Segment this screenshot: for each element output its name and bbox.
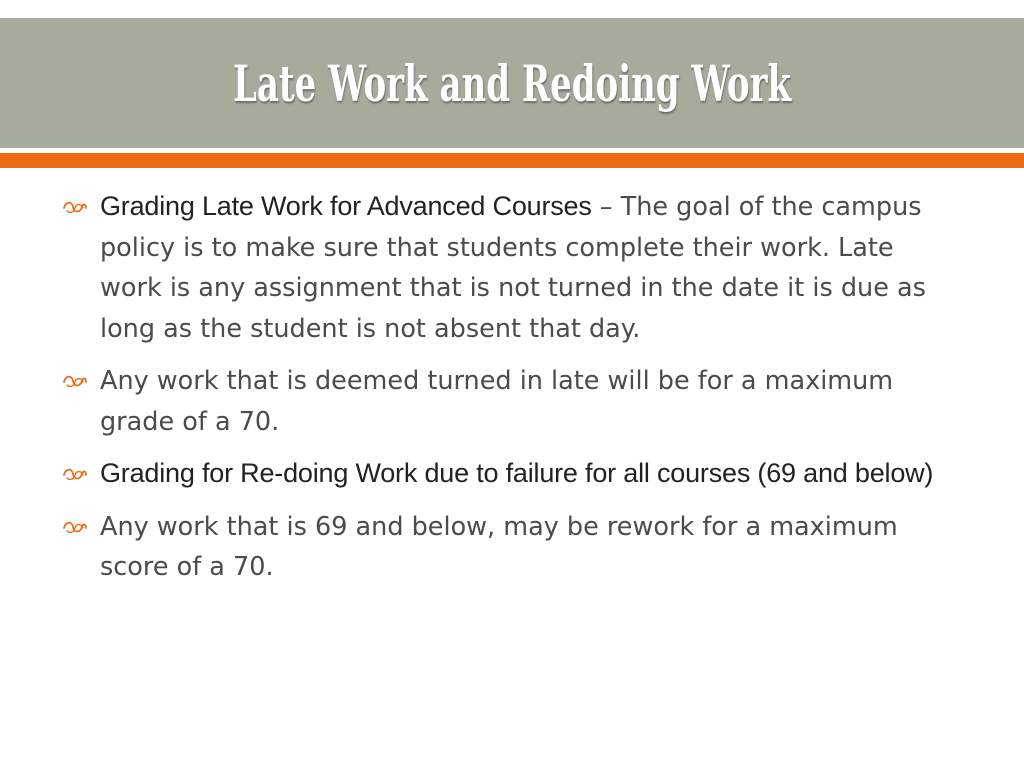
accent-divider	[0, 153, 1024, 168]
slide-title: Late Work and Redoing Work	[232, 53, 792, 113]
ampersand-swirl-icon	[62, 370, 88, 392]
ampersand-swirl-icon	[62, 463, 88, 485]
bullet-item-rework-max-score	[62, 506, 962, 588]
bullet-item-redoing-work	[62, 453, 962, 495]
bullet-item-late-work-advanced	[62, 186, 962, 349]
bullet-heading: Grading Late Work for Advanced Courses	[100, 191, 592, 221]
ampersand-swirl-icon	[62, 516, 88, 538]
bullet-text: – The goal of the campus policy is to make sure that students complete their work. Late work is any assignment that is not turned in the date it is due as long as the student is not absent that day.	[100, 192, 926, 344]
bullet-text: Any work that is 69 and below, may be rework for a maximum score of a 70.	[100, 511, 898, 582]
bullet-heading: Grading for Re-doing Work due to failure for all courses (69 and below)	[100, 458, 934, 488]
ampersand-swirl-icon	[62, 196, 88, 218]
bullet-text: Any work that is deemed turned in late will be for a maximum grade of a 70.	[100, 366, 894, 437]
bullet-list	[62, 186, 962, 599]
bullet-item-late-max-grade	[62, 360, 962, 442]
